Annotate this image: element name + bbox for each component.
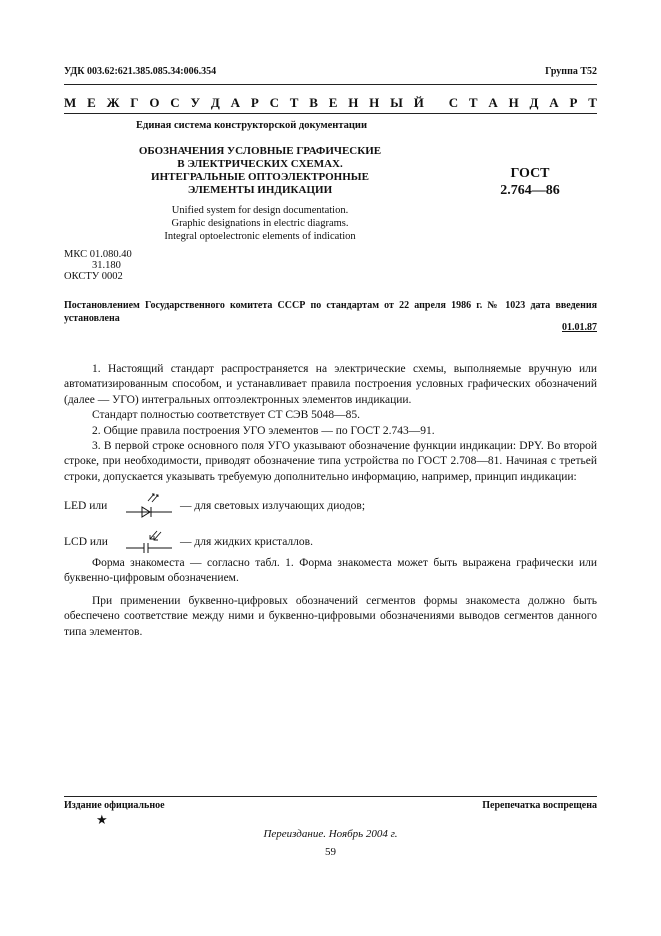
paragraph: 2. Общие правила построения УГО элементов — по ГОСТ 2.743—91. <box>92 424 435 437</box>
star-icon: ★ <box>96 812 108 827</box>
body-section-1 <box>64 362 597 485</box>
effective-date: 01.01.87 <box>562 322 597 333</box>
document-title: ОБОЗНАЧЕНИЯ УСЛОВНЫЕ ГРАФИЧЕСКИЕ В ЭЛЕКТРИЧЕСКИХ СХЕМАХ. ИНТЕГРАЛЬНЫЕ ОПТОЭЛЕКТРОННЫЕ ЭЛЕМЕНТЫ ИНДИКАЦИИ <box>138 145 382 196</box>
body-section-2 <box>64 556 597 640</box>
footer-rule <box>64 796 597 797</box>
udk-code: УДК 003.62:621.385.085.34:006.354 <box>64 66 217 77</box>
gost-designation: ГОСТ 2.764—86 <box>500 166 560 198</box>
reissue-note: Переиздание. Ноябрь 2004 г. <box>263 828 398 840</box>
lcd-symbol-row: LCD или — для жидких кристаллов. <box>64 528 313 556</box>
paragraph: 1. Настоящий стандарт распространяется на электрические схемы, выполняемые вручную или автоматизированным способом, и устанавливает правила построения условных графических обозначений (далее — УГО) интегральных оптоэлектронных элементов индикации. <box>64 363 597 406</box>
reprint-prohibited-label: Перепечатка воспрещена <box>482 800 597 811</box>
english-title: Unified system for design documentation. Graphic designations in electric diagrams. Integral optoelectronic elements of indication <box>164 205 356 242</box>
paragraph: Стандарт полностью соответствует СТ СЭВ 5048—85. <box>92 409 361 422</box>
heading-rule <box>64 113 597 114</box>
led-symbol-icon <box>124 492 174 520</box>
lcd-symbol-icon <box>124 528 174 556</box>
paragraph: 3. В первой строке основного поля УГО указывают обозначение функции индикации: DPY. Во второй строке, при необходимости, приводят обозначение типа устройства по ГОСТ 2.708—81. Начиная с третьей строки, допускается указывать требуемую дополнительно информацию, например, принцип индикации: <box>64 440 597 483</box>
led-symbol-row: LED или — для световых излучающих диодов; <box>64 492 365 520</box>
top-rule <box>64 84 597 85</box>
classification-codes: МКС 01.080.40 31.180 ОКСТУ 0002 <box>64 249 132 282</box>
esk-system-title: Единая система конструкторской документации <box>136 120 367 131</box>
group-code: Группа Т52 <box>545 66 597 77</box>
decree-text: Постановлением Государственного комитета СССР по стандартам от 22 апреля 1986 г. № 1023 дата введения установлена <box>64 300 597 324</box>
paragraph: Форма знакоместа — согласно табл. 1. Форма знакоместа может быть выражена графически или буквенно-цифровым обозначением. <box>64 557 597 585</box>
paragraph: При применении буквенно-цифровых обозначений сегментов формы знакоместа должно быть обеспечено соответствие между ними и буквенно-цифровыми обозначениями выводов сегментов данного типа элементов. <box>64 594 597 638</box>
interstate-standard-heading: М Е Ж Г О С У Д А Р С Т В Е Н Н Ы Й С Т А Н Д А Р Т <box>64 95 597 110</box>
page-number: 59 <box>325 846 336 858</box>
official-edition-label: Издание официальное <box>64 800 165 811</box>
